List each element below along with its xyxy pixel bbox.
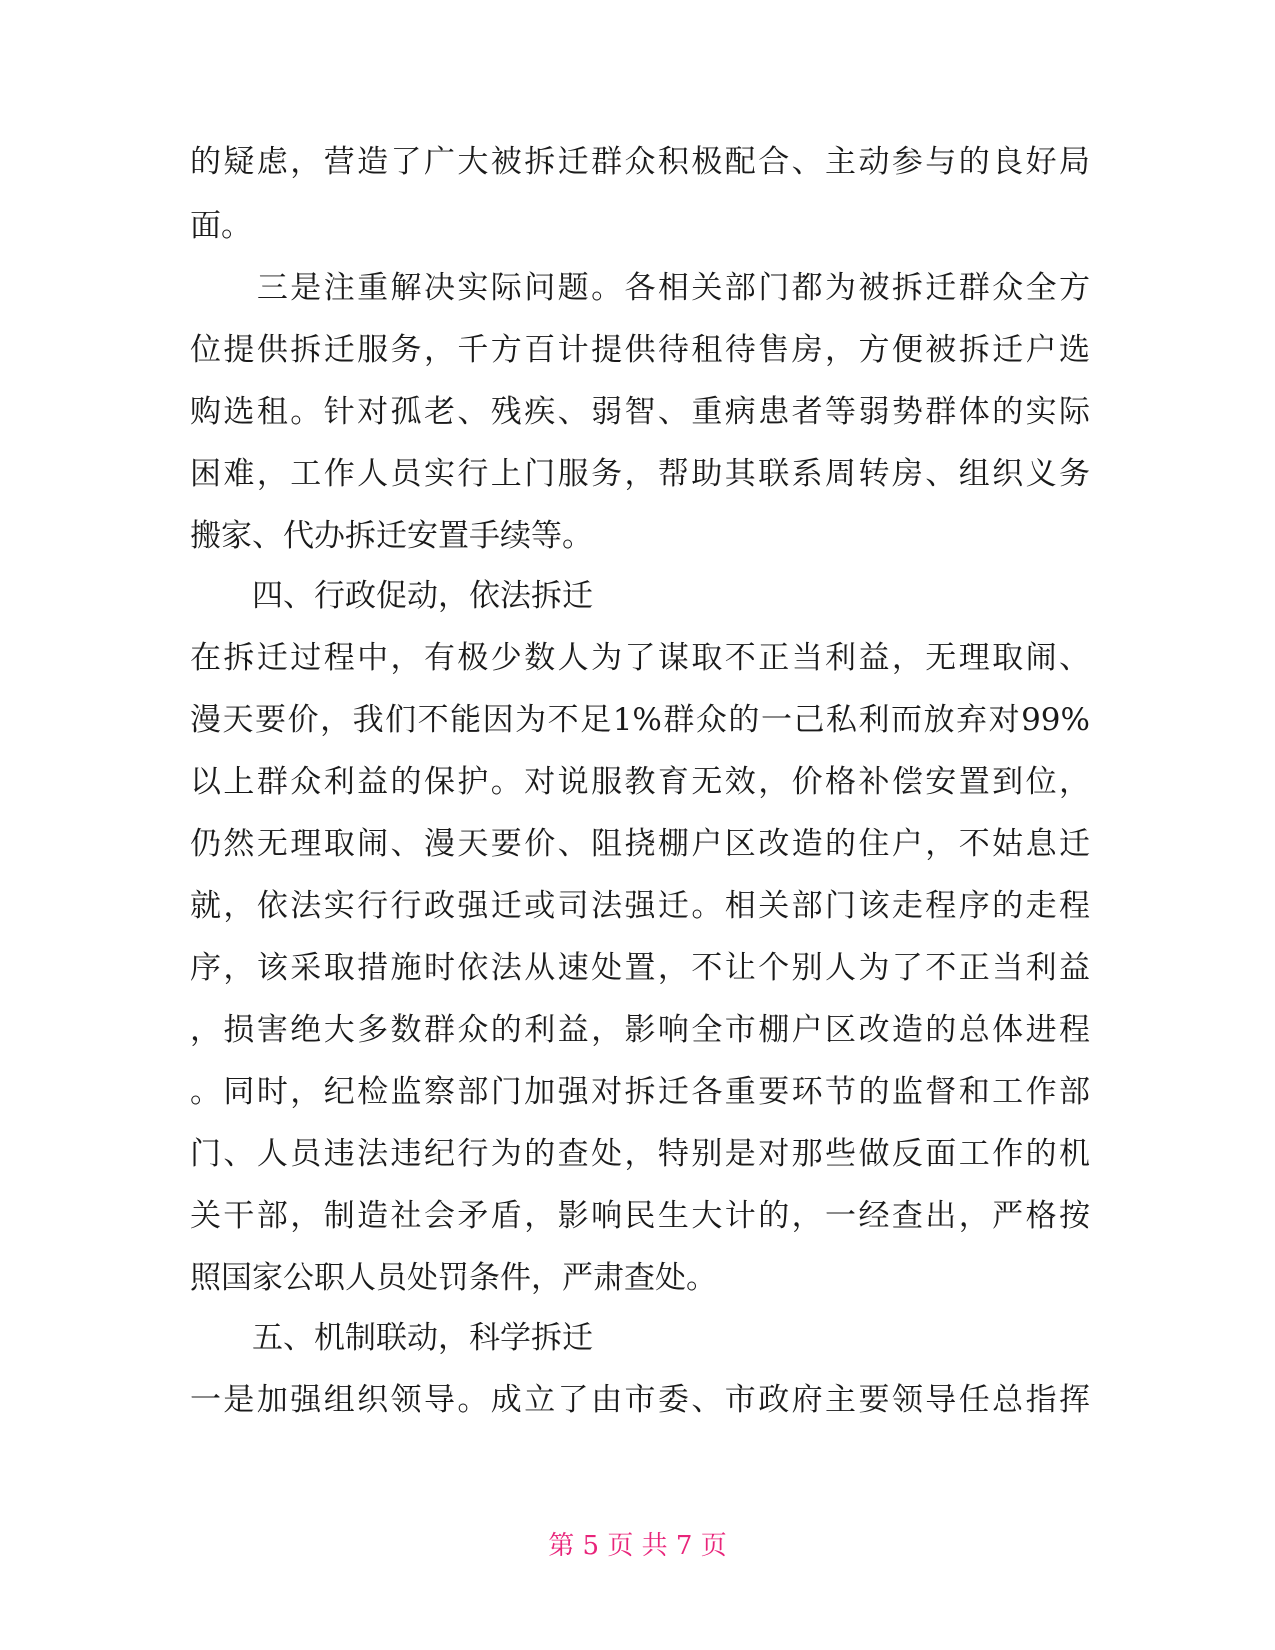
- text-line: 困难，工作人员实行上门服务，帮助其联系周转房、组织义务: [190, 456, 1090, 492]
- text-line: 在拆迁过程中，有极少数人为了谋取不正当利益，无理取闹、: [190, 640, 1090, 676]
- text-line: 。同时，纪检监察部门加强对拆迁各重要环节的监督和工作部: [190, 1074, 1090, 1110]
- text-line: 门、人员违法违纪行为的查处，特别是对那些做反面工作的机: [190, 1136, 1090, 1172]
- text-line: ，损害绝大多数群众的利益，影响全市棚户区改造的总体进程: [190, 1012, 1090, 1048]
- section-heading: 五、机制联动，科学拆迁: [190, 1320, 593, 1356]
- text-line: 搬家、代办拆迁安置手续等。: [190, 518, 593, 554]
- text-line: 仍然无理取闹、漫天要价、阻挠棚户区改造的住户，不姑息迁: [190, 826, 1090, 862]
- text-line: 三是注重解决实际问题。各相关部门都为被拆迁群众全方: [190, 270, 1090, 306]
- text-line: 照国家公职人员处罚条件，严肃查处。: [190, 1260, 717, 1296]
- text-line: 漫天要价，我们不能因为不足1%群众的一己私利而放弃对99%: [190, 702, 1090, 738]
- text-line: 面。: [190, 208, 252, 244]
- page-number-footer: 第 5 页 共 7 页: [548, 1531, 727, 1561]
- text-line: 关干部，制造社会矛盾，影响民生大计的，一经查出，严格按: [190, 1198, 1090, 1234]
- text-line: 的疑虑，营造了广大被拆迁群众积极配合、主动参与的良好局: [190, 144, 1090, 180]
- text-line: 序，该采取措施时依法从速处置，不让个别人为了不正当利益: [190, 950, 1090, 986]
- section-heading: 四、行政促动，依法拆迁: [190, 578, 593, 614]
- text-line: 购选租。针对孤老、残疾、弱智、重病患者等弱势群体的实际: [190, 394, 1090, 430]
- text-line: 位提供拆迁服务，千方百计提供待租待售房，方便被拆迁户选: [190, 332, 1090, 368]
- text-line: 以上群众利益的保护。对说服教育无效，价格补偿安置到位，: [190, 764, 1090, 800]
- text-line: 一是加强组织领导。成立了由市委、市政府主要领导任总指挥: [190, 1382, 1090, 1418]
- text-line: 就，依法实行行政强迁或司法强迁。相关部门该走程序的走程: [190, 888, 1090, 924]
